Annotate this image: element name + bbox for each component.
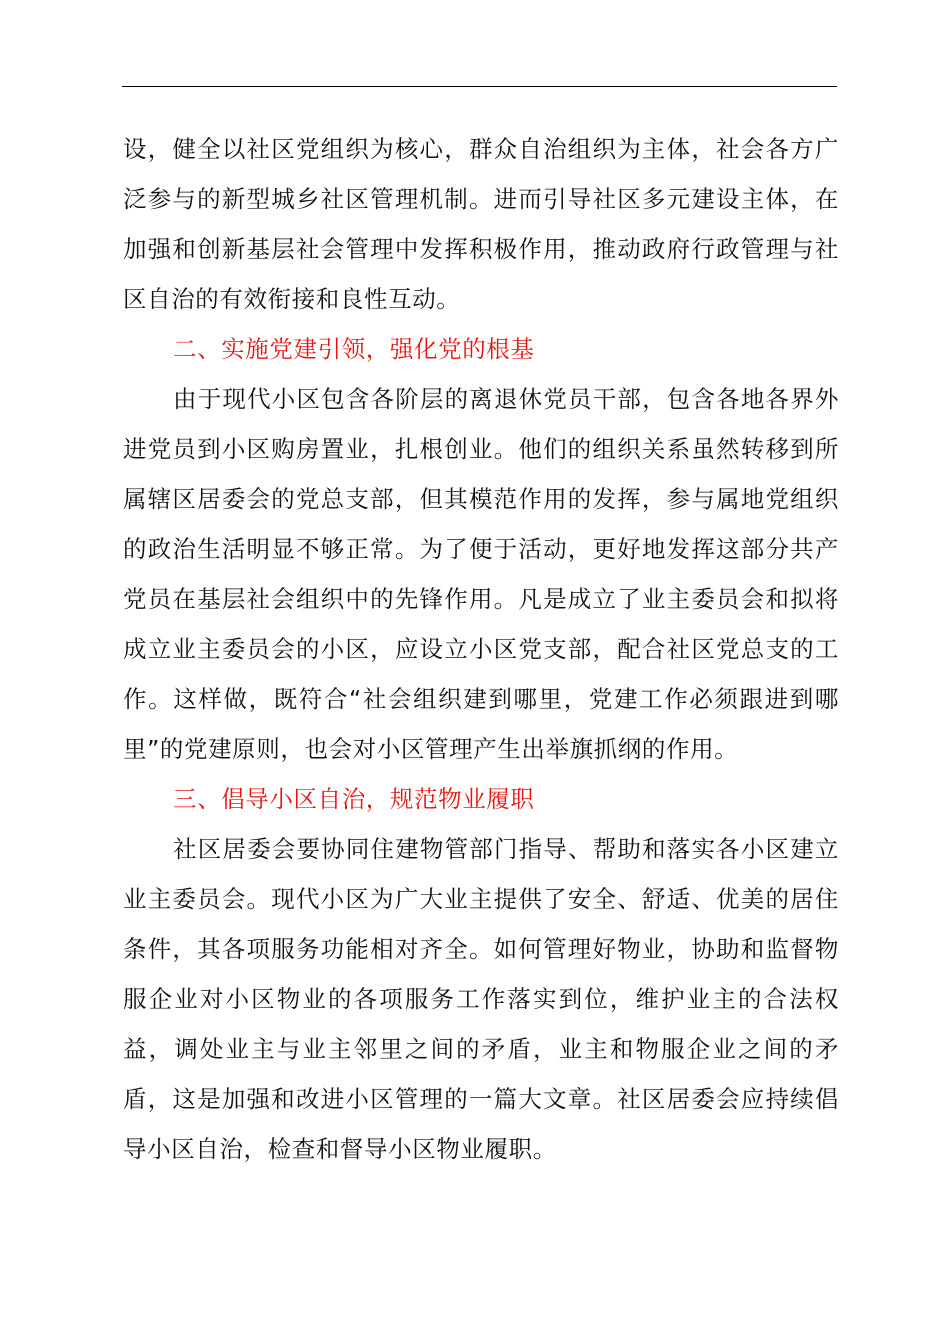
document-body: [123, 124, 839, 1174]
body-paragraph: 社区居委会要协同住建物管部门指导、帮助和落实各小区建立业主委员会。现代小区为广大业主提供了安全、舒适、优美的居住条件，其各项服务功能相对齐全。如何管理好物业，协助和监督物服企业对小区物业的各项服务工作落实到位，维护业主的合法权益，调处业主与业主邻里之间的矛盾，业主和物服企业之间的矛盾，这是加强和改进小区管理的一篇大文章。社区居委会应持续倡导小区自治，检查和督导小区物业履职。: [123, 835, 839, 1163]
body-paragraph: 由于现代小区包含各阶层的离退休党员干部，包含各地各界外进党员到小区购房置业，扎根创业。他们的组织关系虽然转移到所属辖区居委会的党总支部，但其模范作用的发挥，参与属地党组织的政治生活明显不够正常。为了便于活动，更好地发挥这部分共产党员在基层社会组织中的先锋作用。凡是成立了业主委员会和拟将成立业主委员会的小区，应设立小区党支部，配合社区党总支的工作。这样做，既符合“社会组织建到哪里，党建工作必须跟进到哪里”的党建原则，也会对小区管理产生出举旗抓纲的作用。: [123, 385, 839, 763]
body-paragraph: 设，健全以社区党组织为核心，群众自治组织为主体，社会各方广泛参与的新型城乡社区管理机制。进而引导社区多元建设主体，在加强和创新基层社会管理中发挥积极作用，推动政府行政管理与社区自治的有效衔接和良性互动。: [123, 135, 839, 313]
section-heading: 二、实施党建引领，强化党的根基: [173, 335, 535, 363]
header-rule: [122, 86, 837, 87]
section-heading: 三、倡导小区自治，规范物业履职: [173, 785, 535, 813]
